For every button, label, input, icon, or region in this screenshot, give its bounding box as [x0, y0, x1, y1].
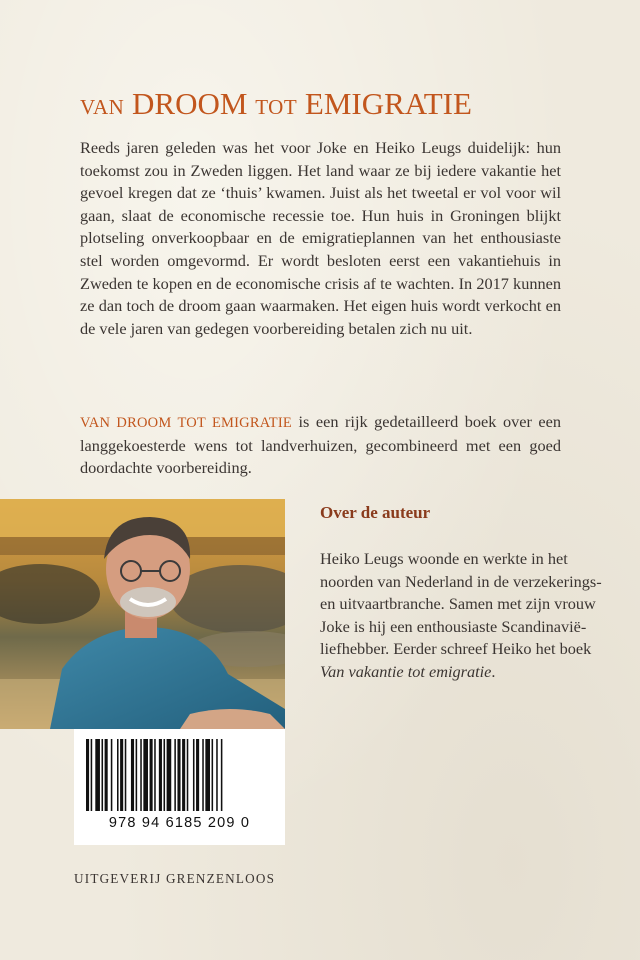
blurb-paragraph-2 [80, 411, 561, 480]
barcode-bar [164, 739, 166, 811]
isbn-number: 978 94 6185 209 0 [108, 815, 251, 831]
author-heading: Over de auteur [320, 503, 431, 522]
barcode-bar [154, 739, 156, 811]
title-word-tot: TOT [255, 95, 298, 119]
barcode-bar [159, 739, 162, 811]
barcode-bar [95, 739, 100, 811]
barcode-bar [140, 739, 142, 811]
blurb-paragraph-1: Reeds jaren geleden was het voor Joke en Heiko Leugs duidelijk: hun toekomst zou in Zweden liggen. Het land waar ze bij iedere vakantie het gevoel kregen dat ze ‘thuis’ kwamen. Juist als het tweetal er vol voor wil gaan, slaat de economische recessie toe. Hun huis in Groningen blijkt plotseling onverkoopbaar en de emigratieplannen van het enthousiaste stel worden omgevormd. Er wordt besloten eerst een vakantiehuis in Zweden te kopen en de economische crisis af te wachten. In 2017 kunnen ze dan toch de droom gaan waarmaken. Het eigen huis wordt verkocht en de vele jaren van gedegen voorbereiding betalen zich nu uit. [80, 138, 561, 338]
blurb-inline-title: VAN DROOM TOT EMIGRATIE [80, 415, 292, 431]
barcode-bars [86, 739, 273, 811]
author-bio-end: . [491, 661, 496, 681]
barcode-bar [193, 739, 195, 811]
author-bio-text: Heiko Leugs woonde en werkte in het noorden van Nederland in de verzekerings- en uitvaartbranche. Samen met zijn vrouw Joke is hij een enthousiaste Scandinavië-liefhebber. Eerder schreef Heiko het boek [320, 549, 602, 659]
barcode-bar [143, 739, 148, 811]
barcode-bar [177, 739, 180, 811]
barcode-bar [150, 739, 153, 811]
barcode-bar [136, 739, 138, 811]
title-word-emigratie: EMIGRATIE [304, 86, 472, 121]
barcode-bar [117, 739, 119, 811]
barcode-bar [174, 739, 176, 811]
publisher-name: UITGEVERIJ GRENZENLOOS [74, 871, 276, 886]
book-title [80, 84, 600, 127]
barcode-bar [111, 739, 113, 811]
barcode-bar [216, 739, 218, 811]
barcode-bar [167, 739, 172, 811]
barcode-bar [202, 739, 204, 811]
barcode-bar [120, 739, 123, 811]
barcode-bar [221, 739, 223, 811]
title-word-van: VAN [80, 95, 125, 119]
barcode-bar [212, 739, 214, 811]
barcode-bar [205, 739, 210, 811]
title-word-droom: DROOM [132, 86, 248, 121]
barcode-bar [91, 739, 93, 811]
barcode-bar [125, 739, 127, 811]
barcode-bar [102, 739, 104, 811]
barcode-bar [105, 739, 108, 811]
barcode [74, 729, 285, 845]
author-bio-book-title: Van vakantie tot emigratie [320, 661, 492, 681]
author-photo-illustration [0, 499, 285, 729]
barcode-bar [131, 739, 134, 811]
author-photo [0, 499, 285, 729]
barcode-bar [187, 739, 189, 811]
barcode-bar [86, 739, 89, 811]
barcode-bar [196, 739, 199, 811]
author-bio [320, 548, 610, 684]
blurb-paragraph-2-text: is een rijk gedetailleerd boek over een langgekoesterde wens tot landverhuizen, gecombineerd met een goed doordachte voorbereiding. [80, 412, 562, 478]
barcode-bar [182, 739, 185, 811]
